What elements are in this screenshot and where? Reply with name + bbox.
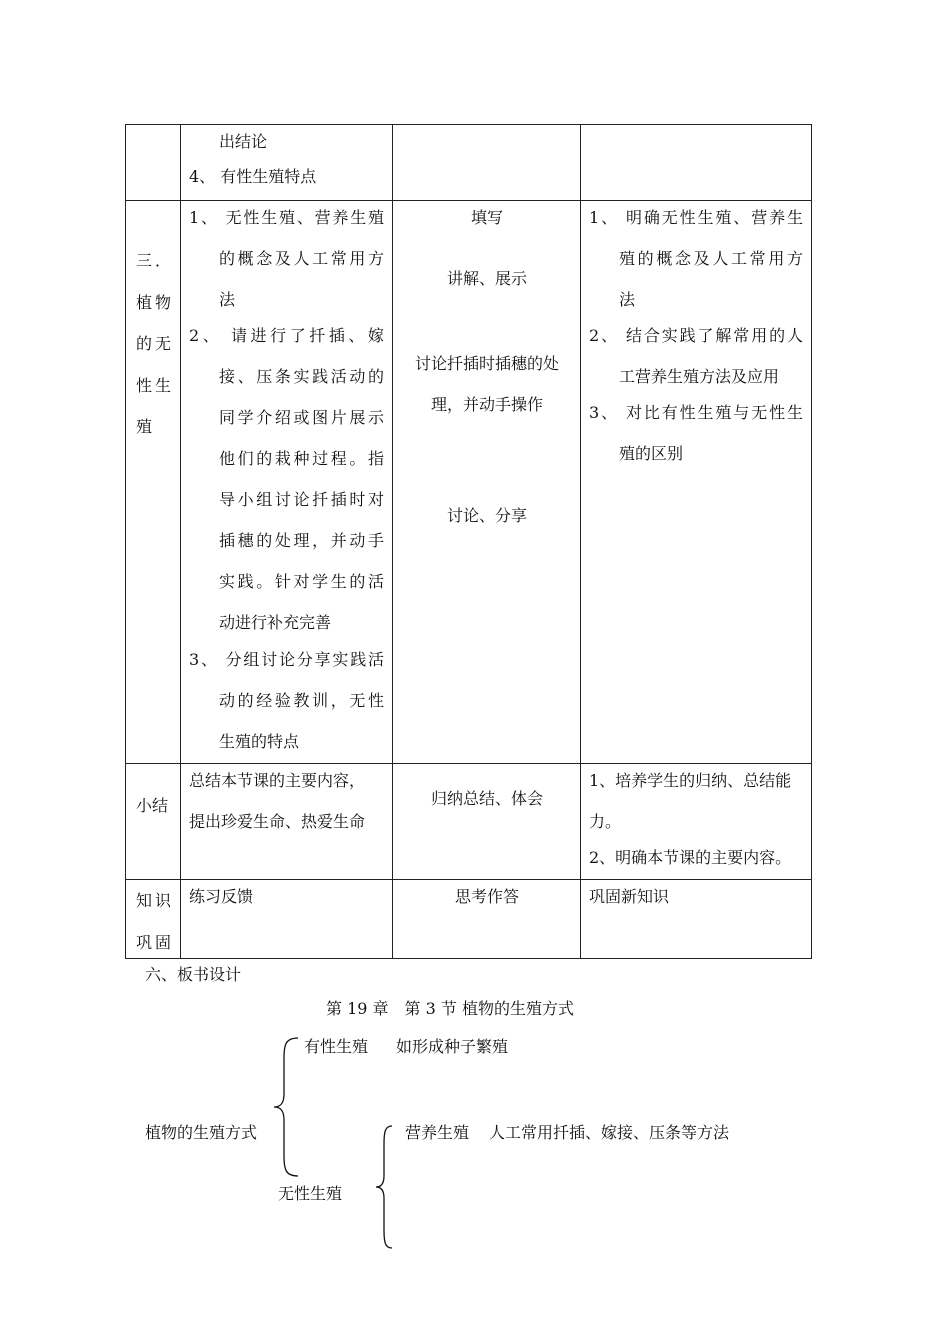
intent-line: 1、 明确无性生殖、营养生: [589, 208, 803, 227]
content-line: 同学介绍或图片展示: [219, 408, 384, 427]
vegetative-desc: 人工常用扦插、嫁接、压条等方法: [489, 1123, 730, 1142]
stage-cell: [126, 880, 181, 959]
content-line: 的概念及人工常用方: [219, 249, 384, 268]
stage-cell: [126, 201, 181, 764]
content-line: 导小组讨论扦插时对: [219, 490, 384, 509]
content-line: 插穗的处理，并动手: [219, 531, 384, 550]
intent-line: 法: [619, 290, 636, 309]
intent-line: 1、培养学生的归纳、总结能: [589, 771, 792, 790]
intent-cell: [581, 125, 812, 201]
student-cell: [393, 201, 581, 764]
left-brace-icon: [270, 1036, 302, 1178]
student-line: 思考作答: [454, 887, 519, 906]
intent-line: 殖的区别: [619, 444, 684, 463]
content-line: 4、 有性生殖特点: [189, 167, 317, 186]
table-row: [126, 125, 812, 201]
table-row: [126, 764, 812, 880]
content-line: 2、 请进行了扦插、嫁: [189, 326, 384, 345]
stage-label: 知识巩固: [136, 891, 175, 952]
lesson-plan-table: [125, 124, 812, 959]
content-cell: [181, 125, 393, 201]
sexual-label: 有性生殖: [304, 1037, 369, 1056]
stage-label: 小结: [136, 796, 169, 815]
content-cell: [181, 201, 393, 764]
intent-cell: [581, 201, 812, 764]
vegetative-label: 营养生殖: [405, 1123, 470, 1142]
content-line: 动进行补充完善: [219, 613, 332, 632]
intent-line: 殖的概念及人工常用方: [619, 249, 803, 268]
intent-line: 3、 对比有性生殖与无性生: [589, 403, 803, 422]
student-line: 讨论、分享: [446, 506, 527, 525]
content-line: 1、 无性生殖、营养生殖: [189, 208, 384, 227]
table-row: [126, 201, 812, 764]
stage-label: 三．植物的无性生殖: [136, 251, 175, 436]
student-line: 讨论扦插时插穗的处: [414, 354, 559, 373]
stage-cell: [126, 764, 181, 880]
asexual-label: 无性生殖: [278, 1184, 343, 1203]
intent-line: 2、 结合实践了解常用的人: [589, 326, 803, 345]
content-line: 法: [219, 290, 236, 309]
root-label: 植物的生殖方式: [145, 1123, 258, 1142]
intent-line: 2、明确本节课的主要内容。: [589, 848, 792, 867]
content-line: 动的经验教训，无性: [219, 691, 384, 710]
table-row: [126, 880, 812, 959]
content-line: 他们的栽种过程。指: [219, 449, 384, 468]
student-line: 填写: [470, 208, 503, 227]
intent-line: 工营养生殖方法及应用: [619, 367, 780, 386]
student-cell: [393, 764, 581, 880]
intent-cell: [581, 880, 812, 959]
stage-cell: [126, 125, 181, 201]
content-cell: [181, 880, 393, 959]
intent-line: 力。: [589, 812, 622, 831]
student-line: 理，并动手操作: [430, 395, 543, 414]
board-title: 第 19 章 第 3 节 植物的生殖方式: [326, 999, 574, 1018]
content-line: 生殖的特点: [219, 732, 300, 751]
sexual-desc: 如形成种子繁殖: [396, 1037, 509, 1056]
content-line: 提出珍爱生命、热爱生命: [189, 812, 366, 831]
content-line: 接、压条实践活动的: [219, 367, 384, 386]
content-line: 3、 分组讨论分享实践活: [189, 650, 384, 669]
content-line: 总结本节课的主要内容，: [189, 771, 366, 790]
student-cell: [393, 880, 581, 959]
intent-line: 巩固新知识: [589, 887, 670, 906]
content-line: 实践。针对学生的活: [219, 572, 384, 591]
left-brace-icon: [372, 1124, 396, 1250]
content-line: 出结论: [219, 132, 268, 151]
content-cell: [181, 764, 393, 880]
student-line: 讲解、展示: [446, 269, 527, 288]
student-line: 归纳总结、体会: [430, 789, 543, 808]
board-heading: 六、板书设计: [145, 965, 242, 984]
content-line: 练习反馈: [189, 887, 254, 906]
student-cell: [393, 125, 581, 201]
intent-cell: [581, 764, 812, 880]
